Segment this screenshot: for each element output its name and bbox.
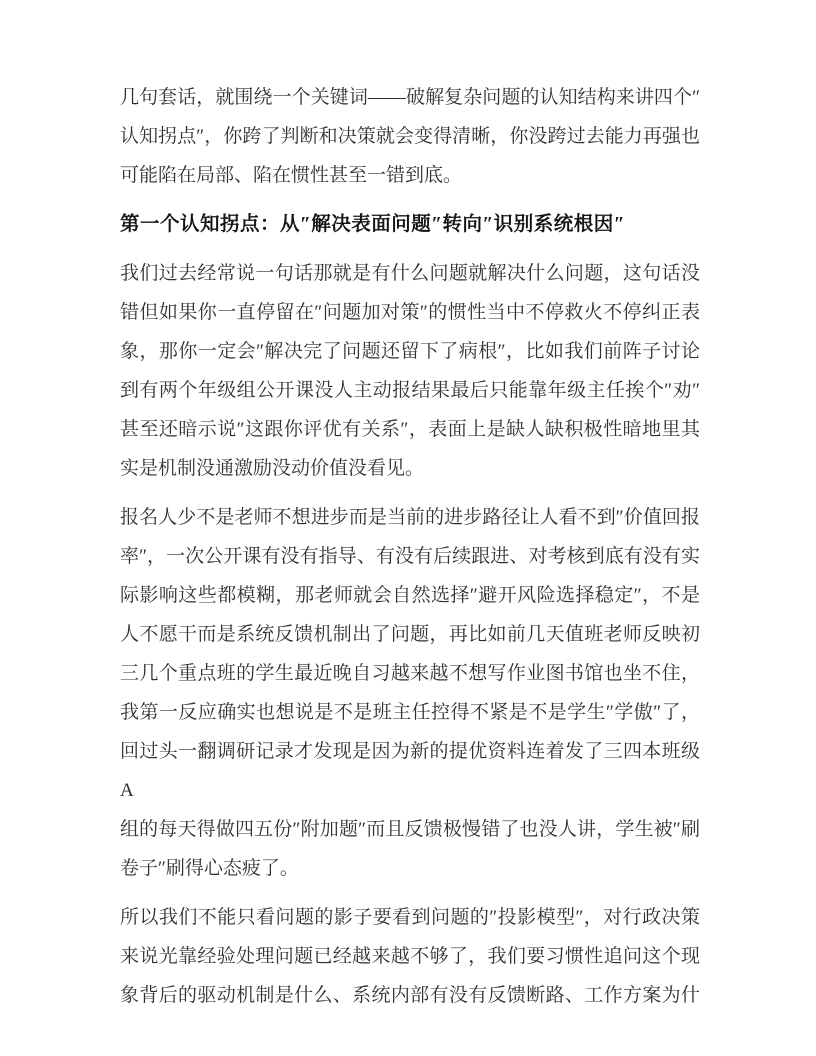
text-line: 组的每天得做四五份″附加题″而且反馈极慢错了也没人讲，学生被″刷 bbox=[120, 819, 700, 840]
text-column bbox=[120, 78, 700, 1015]
text-line: 几句套话，就围绕一个关键词——破解复杂问题的认知结构来讲四个″ bbox=[120, 87, 700, 108]
paragraph bbox=[120, 254, 700, 488]
text-line: 卷子″刷得心态疲了。 bbox=[120, 858, 299, 879]
text-line: 回过头一翻调研记录才发现是因为新的提优资料连着发了三四本班级 A bbox=[120, 741, 700, 801]
paragraph bbox=[120, 898, 700, 1015]
text-line: 到有两个年级组公开课没人主动报结果最后只能靠年级主任挨个″劝″ bbox=[120, 380, 700, 401]
paragraph bbox=[120, 78, 700, 195]
text-line: 三几个重点班的学生最近晚自习越来越不想写作业图书馆也坐不住， bbox=[120, 663, 700, 684]
text-line: 来说光靠经验处理问题已经越来越不够了，我们要习惯性追问这个现 bbox=[120, 946, 700, 967]
section-heading bbox=[120, 205, 700, 244]
paragraph bbox=[120, 498, 700, 888]
text-line: 所以我们不能只看问题的影子要看到问题的″投影模型″，对行政决策 bbox=[120, 907, 700, 928]
text-line: 象，那你一定会″解决完了问题还留下了病根″，比如我们前阵子讨论 bbox=[120, 341, 700, 362]
text-line: 我第一反应确实也想说是不是班主任控得不紧是不是学生″学傲″了， bbox=[120, 702, 700, 723]
text-line: 第一个认知拐点：从″解决表面问题″转向″识别系统根因″ bbox=[120, 214, 626, 235]
text-line: 实是机制没通激励没动价值没看见。 bbox=[120, 458, 425, 479]
text-line: 可能陷在局部、陷在惯性甚至一错到底。 bbox=[120, 165, 463, 186]
text-line: 际影响这些都模糊，那老师就会自然选择″避开风险选择稳定″，不是 bbox=[120, 585, 700, 606]
text-line: 率″，一次公开课有没有指导、有没有后续跟进、对考核到底有没有实 bbox=[120, 546, 700, 567]
text-line: 甚至还暗示说″这跟你评优有关系″，表面上是缺人缺积极性暗地里其 bbox=[120, 419, 700, 440]
text-line: 认知拐点″，你跨了判断和决策就会变得清晰，你没跨过去能力再强也 bbox=[120, 126, 700, 147]
text-line: 人不愿干而是系统反馈机制出了问题，再比如前几天值班老师反映初 bbox=[120, 624, 700, 645]
text-line: 错但如果你一直停留在″问题加对策″的惯性当中不停救火不停纠正表 bbox=[120, 302, 700, 323]
text-line: 我们过去经常说一句话那就是有什么问题就解决什么问题，这句话没 bbox=[120, 263, 700, 284]
text-line: 象背后的驱动机制是什么、系统内部有没有反馈断路、工作方案为什 bbox=[120, 985, 700, 1006]
text-line: 报名人少不是老师不想进步而是当前的进步路径让人看不到″价值回报 bbox=[120, 507, 700, 528]
